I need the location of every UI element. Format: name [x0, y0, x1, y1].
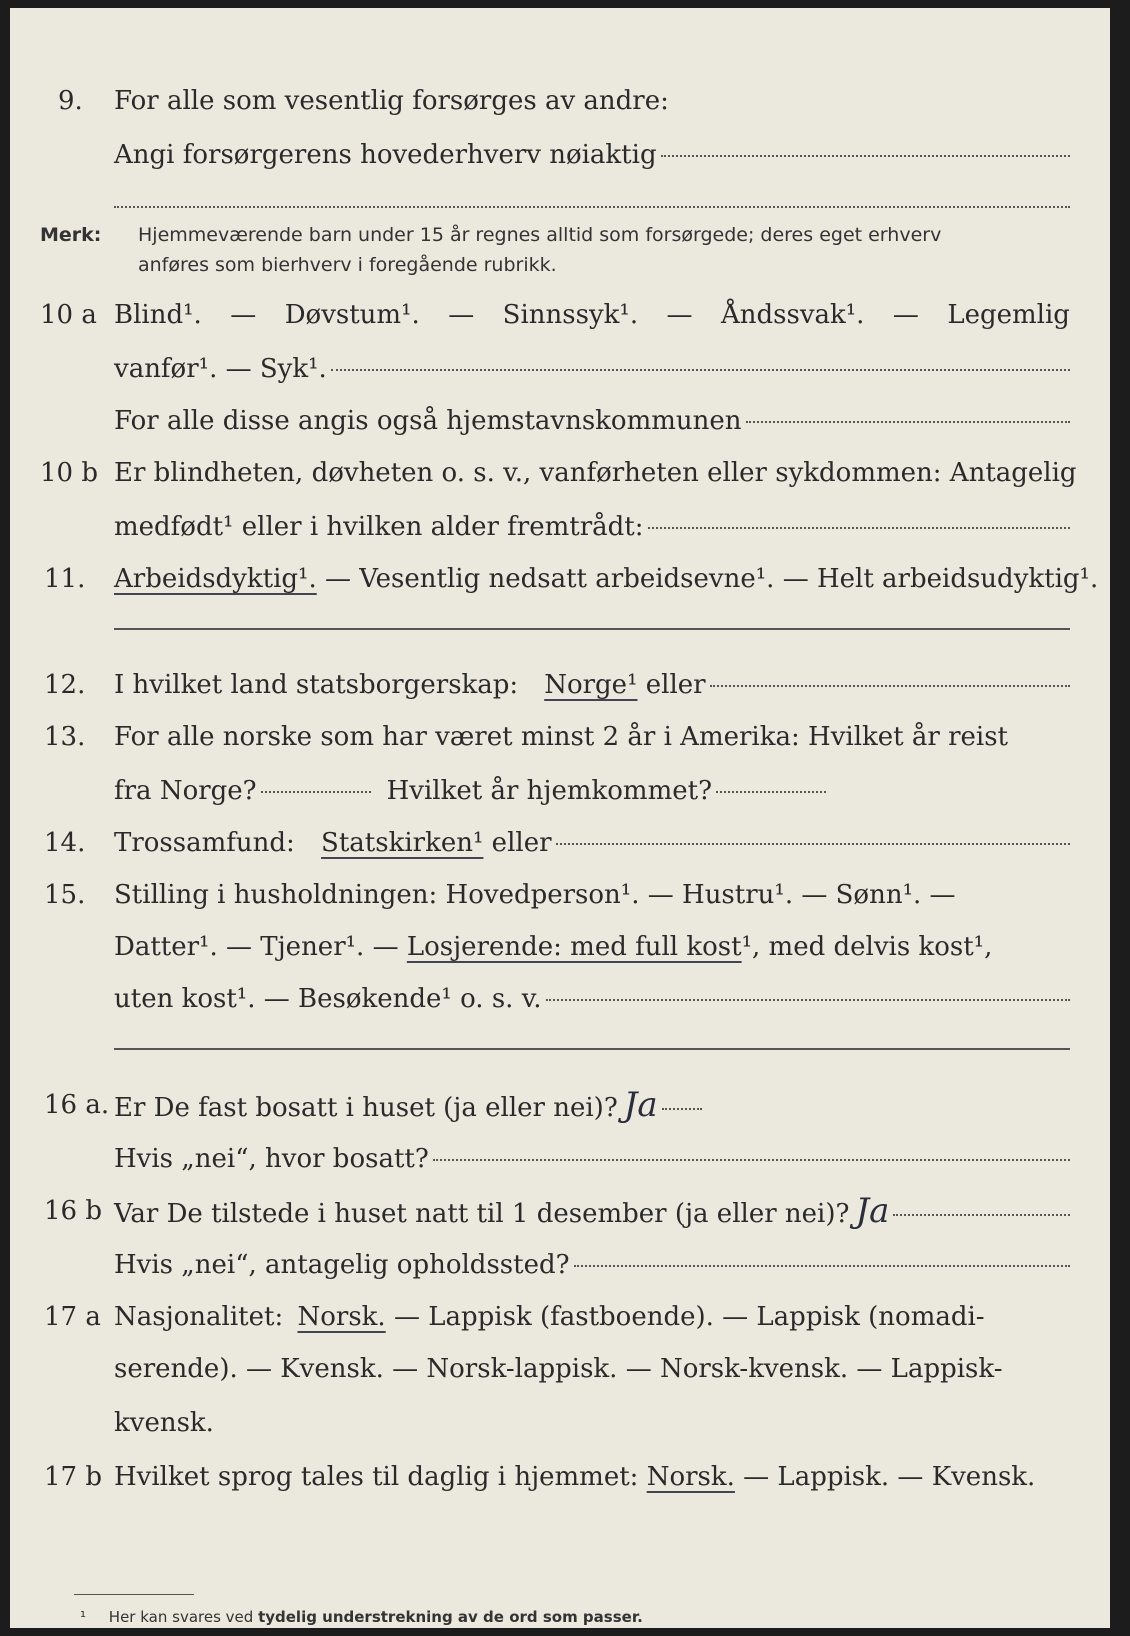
q10a-opt-legemlig: Legemlig: [947, 300, 1070, 330]
q16b-text1: Var De tilstede i huset natt til 1 desember (ja eller nei)?: [114, 1199, 850, 1229]
q13-number: 13.: [44, 722, 86, 752]
q14-text: Trossamfund:: [114, 828, 304, 858]
q16a-line2: [10, 1134, 1110, 1184]
q10a-text3: For alle disse angis også hjemstavnskommunen: [114, 406, 742, 436]
q10a-line1: [10, 290, 1110, 340]
census-form-page: [10, 8, 1110, 1628]
q10b-number: 10 b: [40, 458, 98, 488]
footnote: [80, 1608, 643, 1626]
merk-label: Merk:: [40, 224, 102, 246]
q11-opt-arbeidsdyktig[interactable]: Arbeidsdyktig¹.: [114, 564, 317, 594]
q16b-line2: [10, 1240, 1110, 1290]
q17a-number: 17 a: [44, 1302, 101, 1332]
q12-post: eller: [637, 670, 706, 700]
q17a-text3: kvensk.: [114, 1408, 214, 1438]
merk-text2: anføres som bierhverv i foregående rubrikk.: [138, 254, 557, 276]
q17a-line1: [10, 1292, 1110, 1342]
q15-answer-field[interactable]: [546, 999, 1070, 1001]
q15-line2: [10, 922, 1110, 972]
q16a-answer-field[interactable]: [662, 1108, 702, 1110]
q14-opt-statskirken[interactable]: Statskirken¹: [321, 828, 484, 858]
q16a-bosatt-field[interactable]: [433, 1159, 1070, 1161]
q15-text2a: Datter¹. — Tjener¹. —: [114, 932, 407, 962]
q15-text1: Stilling i husholdningen: Hovedperson¹. — Hustru¹. — Sønn¹. —: [114, 880, 956, 910]
q17a-line2: [10, 1344, 1110, 1394]
q14-line: [10, 818, 1110, 868]
q14-post: eller: [483, 828, 552, 858]
q16a-text2: Hvis „nei“, hvor bosatt?: [114, 1144, 429, 1174]
q13-reist-field[interactable]: [261, 791, 371, 793]
q10a-dash: —: [892, 300, 919, 330]
q10a-opt-dovstum: Døvstum¹.: [284, 300, 420, 330]
q16b-opholdssted-field[interactable]: [574, 1265, 1070, 1267]
q10a-opt-andssvak: Åndssvak¹.: [720, 300, 865, 330]
q9-number: 9.: [58, 86, 83, 116]
q10a-dash: —: [448, 300, 475, 330]
footnote-separator: [74, 1594, 194, 1595]
q10a-text2: vanfør¹. — Syk¹.: [114, 354, 327, 384]
q10a-line3: [10, 396, 1110, 446]
q15-opt-losjerende[interactable]: Losjerende: med full kost: [406, 932, 742, 962]
q17a-text1pre: Nasjonalitet:: [114, 1302, 292, 1332]
q17b-text: Hvilket sprog tales til daglig i hjemmet:: [114, 1462, 647, 1492]
q13-text2a: fra Norge?: [114, 776, 257, 806]
q10b-line2: [10, 502, 1110, 552]
q10b-text1: Er blindheten, døvheten o. s. v., vanførheten eller sykdommen: Antagelig: [114, 458, 1077, 488]
q12-text: I hvilket land statsborgerskap:: [114, 670, 519, 700]
q9-text1: For alle som vesentlig forsørges av andre:: [114, 86, 669, 116]
q9-answer-field[interactable]: [661, 155, 1070, 157]
q9-extra-line[interactable]: [114, 206, 1070, 208]
footnote-text: Her kan svares ved: [108, 1608, 259, 1626]
q15-line1: [10, 870, 1110, 920]
q15-text3: uten kost¹. — Besøkende¹ o. s. v.: [114, 984, 542, 1014]
q11-rest: — Vesentlig nedsatt arbeidsevne¹. — Helt arbeidsudyktig¹.: [316, 564, 1099, 594]
q16b-text2: Hvis „nei“, antagelig opholdssted?: [114, 1250, 570, 1280]
q16a-number: 16 a.: [44, 1090, 110, 1120]
q12-answer-field[interactable]: [710, 685, 1070, 687]
q16a-text1: Er De fast bosatt i huset (ja eller nei)?: [114, 1093, 618, 1123]
q17b-post: — Lappisk. — Kvensk.: [734, 1462, 1036, 1492]
q10a-dash: —: [230, 300, 257, 330]
q14-answer-field[interactable]: [556, 843, 1070, 845]
q14-number: 14.: [44, 828, 86, 858]
q12-number: 12.: [44, 670, 86, 700]
q16b-number: 16 b: [44, 1196, 102, 1226]
footnote-mark: ¹: [80, 1608, 87, 1626]
q15-line3: [10, 974, 1110, 1024]
q13-hjemkommet-field[interactable]: [716, 791, 826, 793]
q15-number: 15.: [44, 880, 86, 910]
q11-number: 11.: [44, 564, 86, 594]
q10a-opt-blind: Blind¹.: [114, 300, 202, 330]
q15-text2b: ¹, med delvis kost¹,: [741, 932, 993, 962]
q17b-number: 17 b: [44, 1462, 102, 1492]
q16b-handwritten-answer[interactable]: Ja: [855, 1191, 890, 1231]
q10a-answer-field[interactable]: [331, 369, 1070, 371]
q10a-number: 10 a: [40, 300, 97, 330]
q10a-line2: [10, 344, 1110, 394]
q13-text2b: Hvilket år hjemkommet?: [386, 776, 713, 806]
q10b-answer-field[interactable]: [648, 527, 1071, 529]
q13-text1: For alle norske som har været minst 2 år i Amerika: Hvilket år reist: [114, 722, 1008, 752]
q17a-text2: serende). — Kvensk. — Norsk-lappisk. — Norsk-kvensk. — Lappisk-: [114, 1354, 1003, 1384]
q13-line2: [10, 766, 1110, 816]
q17a-text1post: — Lappisk (fastboende). — Lappisk (nomadi-: [385, 1302, 985, 1332]
q10a-dash: —: [666, 300, 693, 330]
q12-opt-norge[interactable]: Norge¹: [544, 670, 638, 700]
q9-text2: Angi forsørgerens hovederhverv nøiaktig: [114, 140, 657, 170]
q16a-line1: [10, 1080, 1110, 1130]
footnote-bold-text: tydelig understrekning av de ord som passer.: [258, 1608, 643, 1626]
q16a-handwritten-answer[interactable]: Ja: [623, 1085, 658, 1125]
merk-text1: Hjemmeværende barn under 15 år regnes alltid som forsørgede; deres eget erhverv: [138, 224, 942, 246]
q16b-answer-field[interactable]: [893, 1214, 1070, 1216]
q11-line: [10, 554, 1110, 604]
q17b-opt-norsk[interactable]: Norsk.: [646, 1462, 735, 1492]
q16b-line1: [10, 1186, 1110, 1236]
q15-extra-line[interactable]: [114, 1048, 1070, 1050]
q9-line2: [10, 130, 1110, 180]
q17a-line3: [10, 1398, 1110, 1448]
q10b-line1: [10, 448, 1110, 498]
q9-line1: [10, 76, 1110, 126]
q12-line: [10, 660, 1110, 710]
q13-line1: [10, 712, 1110, 762]
q10a-opt-sinnssyk: Sinnssyk¹.: [502, 300, 639, 330]
q17a-opt-norsk[interactable]: Norsk.: [297, 1302, 386, 1332]
q11-answer-line[interactable]: [114, 628, 1070, 630]
q17b-line: [10, 1452, 1110, 1502]
q10b-text2: medfødt¹ eller i hvilken alder fremtrådt:: [114, 512, 644, 542]
q10a-hjemstavn-field[interactable]: [746, 421, 1070, 423]
